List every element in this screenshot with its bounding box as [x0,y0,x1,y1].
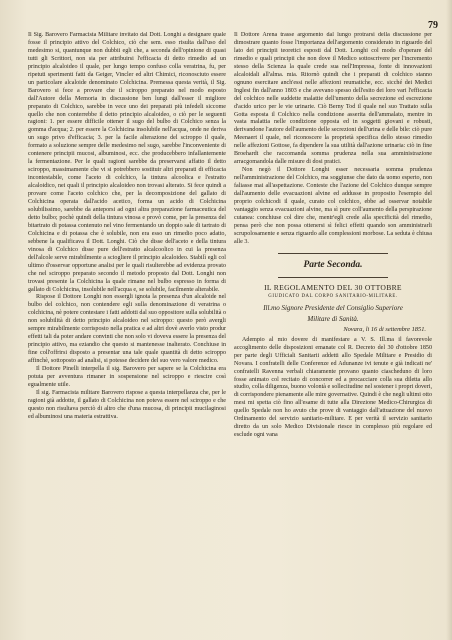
paragraph: Adempio al mio dovere di manifestare a V. S. Ill.ma il favorevole accoglimento delle disposizioni emanate col R. Decreto del 30 d'ottobre 1850 per parte degli Ufficiali Sanitarii addetti allo Spedale Militare e Presidio di Novara. I confratelli delle Conferenze ed Adunanze ivi tenute e già indicati ne' confratelli Ravenna verbali chiaramente provano quanto ciascheduno di loro fosse animato col recitato di concorrer ed a procacciare colla sua diletta allo studio, colla diligenza, buono volontà e sollecitudine nel sostener i propri doveri, di corrispondere pienamente alle mire governative. Quindi è che negli ultimi otto mesi mi spetta ciò fino all'esame di tutte alla Direzione Medico-Chirurgica di quello Spedale non ho avuto che prove di vantaggio dall'attuazione del nuovo Ordinamento del servizio sanitario-militare. E per verità il servizio sanitario diretto da un solo Medico Divisionale riesce in complesso più regolare ed esclude ogni vana [234,336,432,439]
section-title: Parte Seconda. [303,259,363,270]
paragraph: Rispose il Dottore Longhi non essergli ignota la presenza d'un alcaloide nel bulbo del colchico, non contendere egli sulla denominazione di veratrina o colchicina, nè potere contestare i fatti addotti dal suo oppositore sulla solubilità o non solubilità di detto principio alcaloideo nel sciroppo: questo però avergli sempre mirabilmente corrisposto nella pratica e ad altri dovè averlo visto produr effetti tali da poter andare convinti che non solo vi doveva essere la presenza del principio attivo, ma eziandio che questo si mantenesse inalterato. Conchiuse in fine coll'offrirsi disposto a presentar una tale quale quantità di detto sciroppo affinchè, sottoposto ad analisi, si potesse decidere del suo vero valore medico. [28,294,226,365]
right-column [234,32,432,628]
paragraph: Il Dottore Pinelli interpella il sig. Barovero per sapere se la Colchicina era potuta per avventura rimaner in sospensione nel sciroppo e riescire così egualmente utile. [28,366,226,388]
left-column [28,32,226,628]
paragraph: Il Dottore Arena trasse argomento dal lungo protrarsi della discussione per dimostrare quanto fosse l'importanza dell'argomento considerato in riguardo del lato dei principii teoretici esposti dal Dott. Longhi col modo d'operare del rimedio e quali principii che non dove il Medico sottoscrivere per l'incremento stesso della Scienza la quale crede sua nell'Impressa, fonte di innovazioni alcaloidali all'alma. mia. Ritornò quindi che i preparati di colchico stanno ognuno esercitare anch'essi nelle affezioni reumatiche, ecc. sicché dei Medici Inglesi fin dall'anno 1803 e che avevano spesso dell'esito dei loro vari l'efficacia del colchico nelle suddette malattie dell'umento della secrezione ed escrezione d'acido urico per le vie urinarie. Ciò Berny Tod il quale nel suo Trattato sulla Gotta esposta il Colchico nella condizione asserita dell'ammalato, mentre in vasta malattia nelle condizione opposta ed in soggetti giovani e robusti, derivandone l'autore dell'aumento delle secrezioni dell'urina e delle bile: ciò pure Meenaert il quale, nel riconoscere la proprietà specifica dello stesso rimedio nelle affezioni Gottose, fa dipendere la sua utilità dall'azione urinaria: ciò in fine Broehardt che raccomanda somma prudenza nella sua amministrazione arracgomandola dalle misure di dosi pratici. [234,32,432,166]
section-divider [278,277,388,278]
paragraph: Non negò il Dottore Longhi esser necessaria somma prudenza nell'amministrazione del Colchico, ma soggiunse che dato da uomo esperto, non faliasse mai all'aspettazione. Conteste che l'azione del Colchico dunque sempre dall'aumento delle evacuazioni alvine ed addusse in proposito l'esempio del proprio colchicodi il quale, curato col colchico, ebbe ad osservar notabile vantaggio senza evacuazioni alvine, ma sì pure coll'aumento della perspirazione cutanea: conchiuse col dire che, mentr'egli crede alla specificità del rimedio, pensa però che non possa ottenersi sì felici effetti quando son amministrarli scrupolosamente e senza riguardo alle complessioni morbose. La seduta è chiusa alle 3. [234,167,432,245]
address-line: Militare di Sanità. [307,314,359,323]
paragraph: Il Sig. Barovero Farmacista Militare invitato dal Dott. Longhi a designare quale fosse il principio attivo del Colchico, ciò che sem. esso risulta dall'uso del medesimo si, quantunque non dubbii egli che, a seconda dell'opinione di quasi tutti gli Scrittori, non sia per attribuirsi l'efficacia di detto rimedio ad un principio alcaloideo il quale, per lungo tempo confuso colla veratrina, fu, per ripetuti sperimenti fatti da Geiger, Vincler ed altri Chimici, riconosciuto essere un particolare alcaloide denominato Colchicina. Premessa questa verità, il Sig. Barovero si fece a provare che il sciroppo preparato nel modo esposto dall'Autore della Memoria in discussione ben lungi dall'esser il migliore preparato di Colchico, sarebbe in vece uno dei preparati più infedeli siccome quello che non conterrebbe il detto principio alcaloideo, o ciò per le seguenti ragioni: 1. per essere difficile ottener il sugo del bulbo di Colchico senza la gomma d'acqua; 2. per essere la Colchicina insolubile nell'acqua, onde ne deriva un sugo privo d'efficacia; 3. per la facile alterazione del sciroppo il quale, formato a soluzione sempre delle medesimo nel sugo, sarebbe l'inconveniente di contenere principii mucosi, albuminosi, ecc. che producebbero infallantemente la fermentazione. Per le quali ragioni sarebbe da preservarsi affatto il detto sciroppo, massimamente che vi si potrebbero sostituir altri preparati di efficacia incontestabile, come l'aceto di colchico, la tintura alcoolica e l'estratto alcaloidico, nei quali il principio alcaloideo non trovasi alterato. Si fece quindi a provare come l'aceto colchico che, per la decomposizione del gallato di Colchicina operata dall'acido acetico, forma un acido di Colchicina solubilissimo, sarebbe da anteporsi ad ogni altra preparazione farmaceutica del detto bulbo; pochè quindi della tintura vinosa e provò come, per la presenza del bitartrato di potassa contenuto nel vino fermentando un doppio sale di tartrato di Colchicina e di potassa che è solubile, non era esso un rimedio poco adatto, sebbene la qualificava il Dott. Longhi. Ciò che disse dell'aceto e della tintura vinosa di Colchico disse pure dell'estratto alcalcoolico in cui la presenza dell'alcole serve mirabilmente a sciogliere il principio alcaloideo. Stabilì egli col ultimo d'osservar opportune analisi per le quali risulterebbe ad evidenza provato che nel sciroppo preparato secondo il metodo proposto dal Dott. Longhi non trovasi presente la Colchicina la quale rimane nel bulbo espresso in forma di gallato di Colchicina, insolubile nell'acqua e, se solubile, facilmente alterabile. [28,32,226,293]
paragraph: Il sig. Farmacista militare Barovero rispose a questa interpellanza che, per le ragioni già addotte, il gallato di Colchicina non poteva essere nel sciroppo e che questo non risultava perciò di altro che d'una mucosa, di principii mucilaginosi ed albuminosi una materia estrattiva. [28,389,226,420]
article-heading: IL REGOLAMENTO DEL 30 OTTOBRE [264,282,402,292]
article-subheading: GIUDICATO DAL CORPO SANITARIO-MILITARE. [268,293,398,299]
dateline: Novara, li 16 di settembre 1851. [343,325,426,333]
address-line: Ill.mo Signore Presidente del Consiglio Superiore [263,303,403,312]
section-divider [278,253,388,254]
page-edge-shadow [446,0,452,640]
page-number: 79 [428,20,438,31]
